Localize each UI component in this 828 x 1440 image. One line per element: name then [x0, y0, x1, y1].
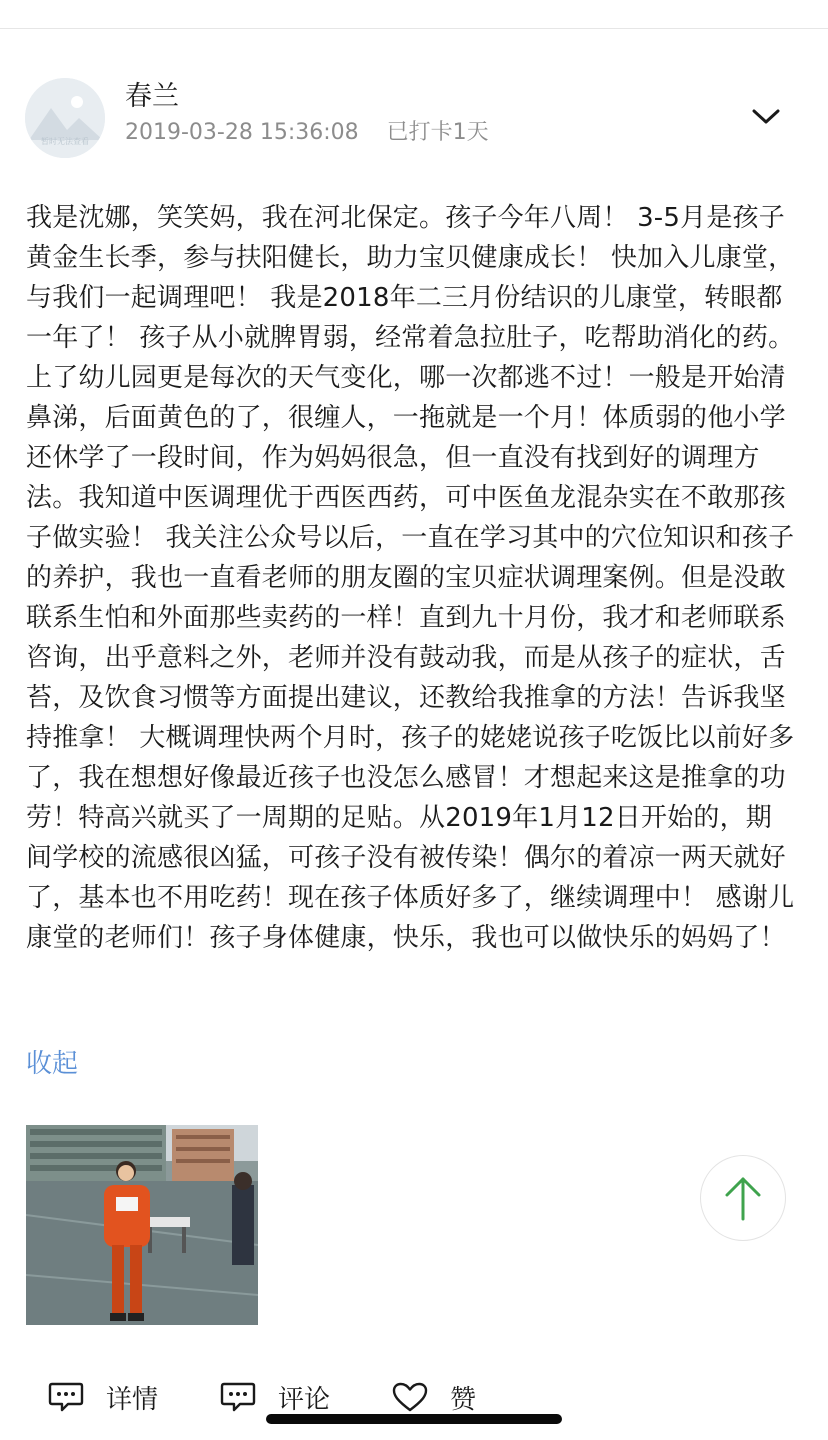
- arrow-up-icon: [723, 1175, 763, 1221]
- detail-label: 详情: [106, 1384, 159, 1415]
- chevron-down-icon: [751, 108, 781, 126]
- home-indicator[interactable]: [266, 1414, 562, 1424]
- checkin-badge: 已打卡1天: [386, 120, 489, 145]
- comment-label: 评论: [278, 1384, 331, 1415]
- chat-bubble-icon: [220, 1381, 256, 1413]
- collapse-link[interactable]: 收起: [26, 1049, 79, 1079]
- post-meta: [125, 118, 489, 148]
- chat-bubble-icon: [48, 1381, 84, 1413]
- like-label: 赞: [450, 1384, 477, 1415]
- post-timestamp: 2019-03-28 15:36:08: [125, 120, 359, 145]
- detail-button[interactable]: [48, 1372, 158, 1422]
- photo-thumbnail: [26, 1125, 258, 1325]
- avatar-caption: 暂时无法查看: [41, 137, 89, 146]
- more-options-button[interactable]: [746, 100, 786, 134]
- heart-icon: [392, 1381, 428, 1413]
- author-name[interactable]: 春兰: [125, 81, 179, 112]
- avatar[interactable]: [25, 78, 105, 158]
- top-divider: [0, 28, 828, 29]
- post-body: 我是沈娜，笑笑妈，我在河北保定。孩子今年八周！ 3-5月是孩子黄金生长季，参与扶阳健长，助力宝贝健康成长！ 快加入儿康堂，与我们一起调理吧！ 我是2018年二三月份结识的儿康堂，转眼都一年了！ 孩子从小就脾胃弱，经常着急拉肚子，吃帮助消化的药。上了幼儿园更是每次的天气变化，哪一次都逃不过！一般是开始清鼻涕，后面黄色的了，很缠人，一拖就是一个月！体质弱的他小学还休学了一段时间，作为妈妈很急，但一直没有找到好的调理方法。我知道中医调理优于西医西药，可中医鱼龙混杂实在不敢那孩子做实验！ 我关注公众号以后，一直在学习其中的穴位知识和孩子的养护，我也一直看老师的朋友圈的宝贝症状调理案例。但是没敢联系生怕和外面那些卖药的一样！直到九十月份，我才和老师联系咨询，出乎意料之外，老师并没有鼓动我，而是从孩子的症状，舌苔，及饮食习惯等方面提出建议，还教给我推拿的方法！告诉我坚持推拿！ 大概调理快两个月时，孩子的姥姥说孩子吃饭比以前好多了，我在想想好像最近孩子也没怎么感冒！才想起来这是推拿的功劳！特高兴就买了一周期的足贴。从2019年1月12日开始的，期间学校的流感很凶猛，可孩子没有被传染！偶尔的着凉一两天就好了，基本也不用吃药！现在孩子体质好多了，继续调理中！ 感谢儿康堂的老师们！孩子身体健康，快乐，我也可以做快乐的妈妈了！: [26, 203, 795, 953]
- post-photo[interactable]: [26, 1125, 258, 1325]
- scroll-to-top-button[interactable]: [700, 1155, 786, 1241]
